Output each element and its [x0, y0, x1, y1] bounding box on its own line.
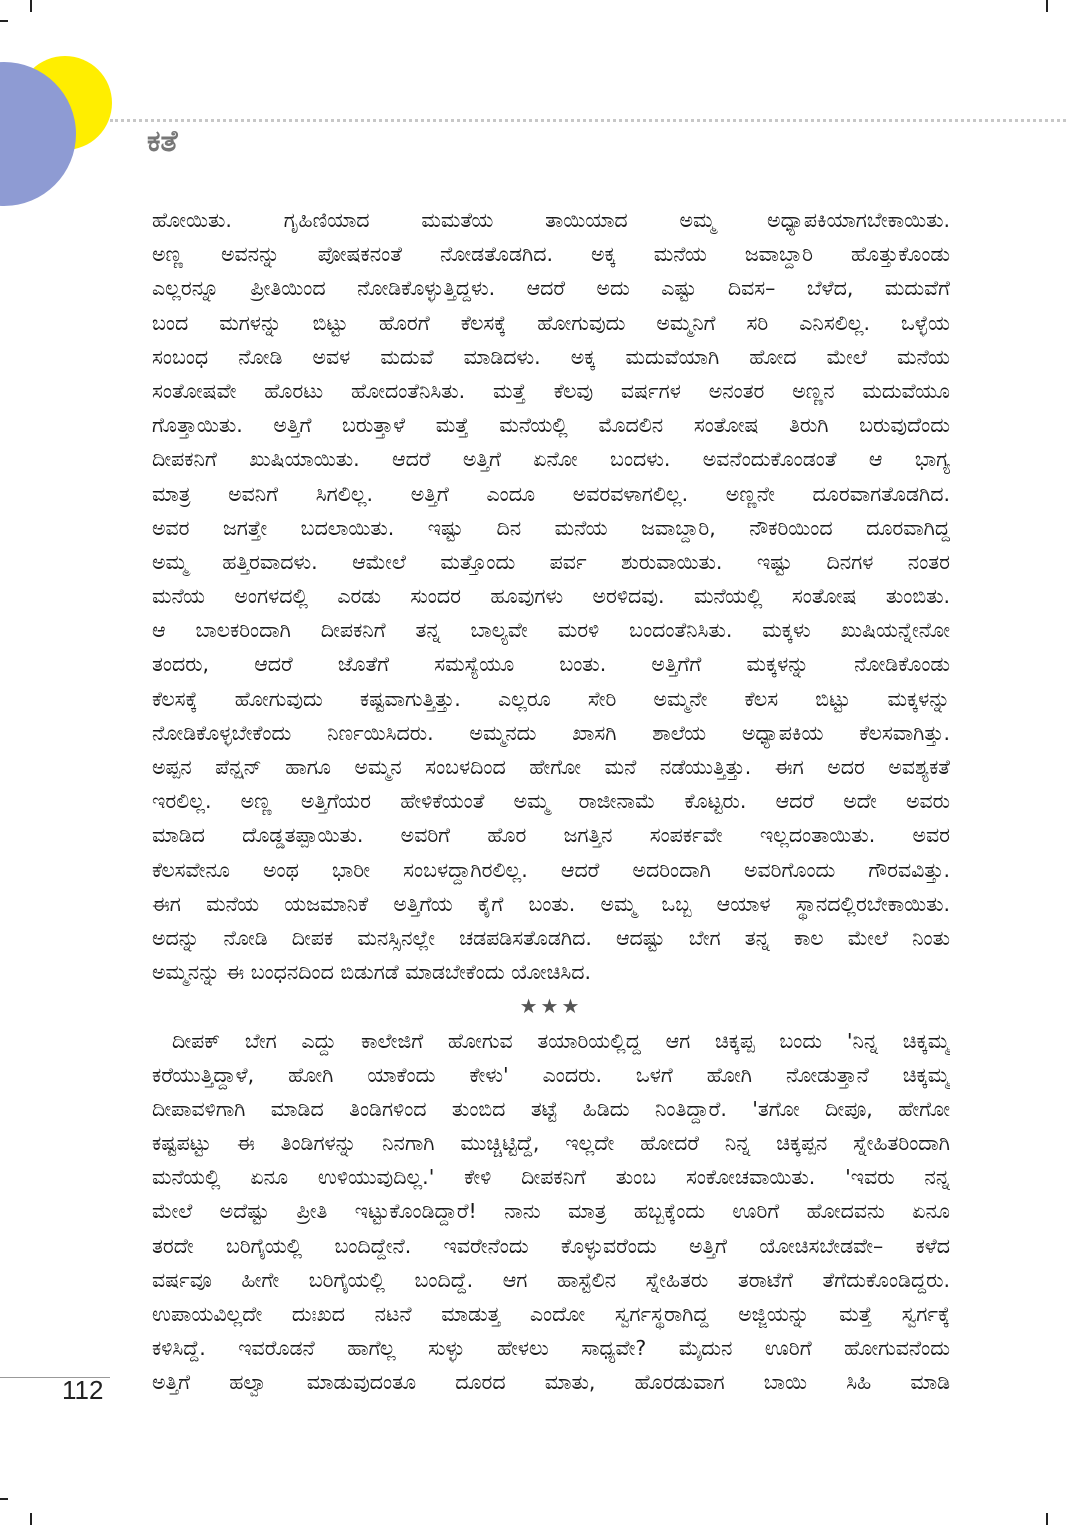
text-line: ಈಗ ಮನೆಯ ಯಜಮಾನಿಕೆ ಅತ್ತಿಗೆಯ ಕೈಗೆ ಬಂತು. ಅಮ್ಮ ಒಬ್ಬ ಆಯಾಳ ಸ್ಥಾನದಲ್ಲಿರಬೇಕಾಯಿತು. [152, 891, 950, 916]
text-line: ಕೆಲಸಕ್ಕೆ ಹೋಗುವುದು ಕಷ್ಟವಾಗುತ್ತಿತ್ತು. ಎಲ್ಲರೂ ಸೇರಿ ಅಮ್ಮನೇ ಕೆಲಸ ಬಿಟ್ಟು ಮಕ್ಕಳನ್ನು [152, 686, 950, 711]
text-line: ಸಂಬಂಧ ನೋಡಿ ಅವಳ ಮದುವೆ ಮಾಡಿದಳು. ಅಕ್ಕ ಮದುವೆಯಾಗಿ ಹೋದ ಮೇಲೆ ಮನೆಯ [152, 344, 950, 369]
paragraph-1 [152, 203, 950, 989]
text-line: ಇರಲಿಲ್ಲ. ಅಣ್ಣ ಅತ್ತಿಗೆಯರ ಹೇಳಿಕೆಯಂತೆ ಅಮ್ಮ ರಾಜೀನಾಮೆ ಕೊಟ್ಟರು. ಆದರೆ ಅದೇ ಅವರು [152, 789, 950, 814]
text-line: ಸಂತೋಷವೇ ಹೊರಟು ಹೋದಂತೆನಿಸಿತು. ಮತ್ತೆ ಕೆಲವು ವರ್ಷಗಳ ಅನಂತರ ಅಣ್ಣನ ಮದುವೆಯೂ [152, 378, 950, 403]
text-line: ಅತ್ತಿಗೆ ಹಲ್ವಾ ಮಾಡುವುದಂತೂ ದೂರದ ಮಾತು, ಹೊರಡುವಾಗ ಬಾಯಿ ಸಿಹಿ ಮಾಡಿ [152, 1370, 950, 1395]
text-line: ವರ್ಷವೂ ಹೀಗೇ ಬರಿಗೈಯಲ್ಲಿ ಬಂದಿದ್ದೆ. ಆಗ ಹಾಸ್ಟೆಲಿನ ಸ್ನೇಹಿತರು ತರಾಟೆಗೆ ತೆಗೆದುಕೊಂಡಿದ್ದರು. [152, 1267, 950, 1292]
story-body [152, 203, 950, 1400]
text-line: ಅದನ್ನು ನೋಡಿ ದೀಪಕ ಮನಸ್ಸಿನಲ್ಲೇ ಚಡಪಡಿಸತೊಡಗಿದ. ಆದಷ್ಟು ಬೇಗ ತನ್ನ ಕಾಲ ಮೇಲೆ ನಿಂತು [152, 925, 950, 950]
text-line: ಅಣ್ಣ ಅವನನ್ನು ಪೋಷಕನಂತೆ ನೋಡತೊಡಗಿದ. ಅಕ್ಕ ಮನೆಯ ಜವಾಬ್ದಾರಿ ಹೊತ್ತುಕೊಂಡು [152, 242, 950, 267]
text-line: ಮಾಡಿದ ದೊಡ್ಡತಪ್ಪಾಯಿತು. ಅವರಿಗೆ ಹೊರ ಜಗತ್ತಿನ ಸಂಪರ್ಕವೇ ಇಲ್ಲದಂತಾಯಿತು. ಅವರ [152, 823, 950, 848]
text-line: ದೀಪಾವಳಿಗಾಗಿ ಮಾಡಿದ ತಿಂಡಿಗಳಿಂದ ತುಂಬಿದ ತಟ್ಟೆ ಹಿಡಿದು ನಿಂತಿದ್ದಾರೆ. 'ತಗೋ ದೀಪೂ, ಹೇಗೋ [152, 1096, 950, 1121]
text-line: ತಂದರು, ಆದರೆ ಜೊತೆಗೆ ಸಮಸ್ಯೆಯೂ ಬಂತು. ಅತ್ತಿಗೆಗೆ ಮಕ್ಕಳನ್ನು ನೋಡಿಕೊಂಡು [152, 652, 950, 677]
text-line: ಆ ಬಾಲಕರಿಂದಾಗಿ ದೀಪಕನಿಗೆ ತನ್ನ ಬಾಲ್ಯವೇ ಮರಳಿ ಬಂದಂತೆನಿಸಿತು. ಮಕ್ಕಳು ಖುಷಿಯನ್ನೇನೋ [152, 618, 950, 643]
paragraph-2 [152, 1024, 950, 1400]
text-line: ಮನೆಯಲ್ಲಿ ಏನೂ ಉಳಿಯುವುದಿಲ್ಲ.' ಕೇಳಿ ದೀಪಕನಿಗೆ ತುಂಬ ಸಂಕೋಚವಾಯಿತು. 'ಇವರು ನನ್ನ [152, 1165, 950, 1190]
text-line: ಮೇಲೆ ಅದೆಷ್ಟು ಪ್ರೀತಿ ಇಟ್ಟುಕೊಂಡಿದ್ದಾರೆ! ನಾನು ಮಾತ್ರ ಹಬ್ಬಕ್ಕೆಂದು ಊರಿಗೆ ಹೋದವನು ಏನೂ [152, 1199, 950, 1224]
text-line: ಹೋಯಿತು. ಗೃಹಿಣಿಯಾದ ಮಮತೆಯ ತಾಯಿಯಾದ ಅಮ್ಮ ಅಧ್ಯಾಪಕಿಯಾಗಬೇಕಾಯಿತು. [152, 208, 950, 232]
text-line: ತರದೇ ಬರಿಗೈಯಲ್ಲಿ ಬಂದಿದ್ದೇನೆ. ಇವರೇನೆಂದು ಕೊಳ್ಳುವರೆಂದು ಅತ್ತಿಗೆ ಯೋಚಿಸಬೇಡವೇ– ಕಳೆದ [152, 1233, 950, 1258]
text-line: ಉಪಾಯವಿಲ್ಲದೇ ದುಃಖದ ನಟನೆ ಮಾಡುತ್ತ ಎಂದೋ ಸ್ವರ್ಗಸ್ಥರಾಗಿದ್ದ ಅಜ್ಜಿಯನ್ನು ಮತ್ತೆ ಸ್ವರ್ಗಕ್ಕೆ [152, 1302, 950, 1326]
text-line: ಕೆಲಸವೇನೂ ಅಂಥ ಭಾರೀ ಸಂಬಳದ್ದಾಗಿರಲಿಲ್ಲ. ಆದರೆ ಅದರಿಂದಾಗಿ ಅವರಿಗೊಂದು ಗೌರವವಿತ್ತು. [152, 857, 950, 882]
crop-mark [1046, 0, 1048, 12]
text-line: ಅವರ ಜಗತ್ತೇ ಬದಲಾಯಿತು. ಇಷ್ಟು ದಿನ ಮನೆಯ ಜವಾಬ್ದಾರಿ, ನೌಕರಿಯಿಂದ ದೂರವಾಗಿದ್ದ [152, 515, 950, 540]
text-line: ಬಂದ ಮಗಳನ್ನು ಬಿಟ್ಟು ಹೊರಗೆ ಕೆಲಸಕ್ಕೆ ಹೋಗುವುದು ಅಮ್ಮನಿಗೆ ಸರಿ ಎನಿಸಲಿಲ್ಲ. ಒಳ್ಳೆಯ [152, 310, 950, 335]
header-dotted-rule [110, 119, 1066, 122]
crop-mark [0, 1498, 8, 1500]
text-line: ದೀಪಕನಿಗೆ ಖುಷಿಯಾಯಿತು. ಆದರೆ ಅತ್ತಿಗೆ ಏನೋ ಬಂದಳು. ಅವನೆಂದುಕೊಂಡಂತೆ ಆ ಭಾಗ್ಯ [152, 447, 950, 472]
section-title: ಕತೆ [147, 124, 178, 159]
text-line: ನೋಡಿಕೊಳ್ಳಬೇಕೆಂದು ನಿರ್ಣಯಿಸಿದರು. ಅಮ್ಮನದು ಖಾಸಗಿ ಶಾಲೆಯ ಅಧ್ಯಾಪಕಿಯ ಕೆಲಸವಾಗಿತ್ತು. [152, 720, 950, 745]
text-line: ದೀಪಕ್ ಬೇಗ ಎದ್ದು ಕಾಲೇಜಿಗೆ ಹೋಗುವ ತಯಾರಿಯಲ್ಲಿದ್ದ ಆಗ ಚಿಕ್ಕಪ್ಪ ಬಂದು 'ನಿನ್ನ ಚಿಕ್ಕಮ್ಮ [172, 1028, 950, 1053]
page-number: 112 [62, 1375, 104, 1405]
crop-mark [1046, 1513, 1048, 1525]
crop-mark [30, 1513, 32, 1525]
text-line: ಮಾತ್ರ ಅವನಿಗೆ ಸಿಗಲಿಲ್ಲ. ಅತ್ತಿಗೆ ಎಂದೂ ಅವರವಳಾಗಲಿಲ್ಲ. ಅಣ್ಣನೇ ದೂರವಾಗತೊಡಗಿದ. [152, 481, 950, 506]
text-line: ಮನೆಯ ಅಂಗಳದಲ್ಲಿ ಎರಡು ಸುಂದರ ಹೂವುಗಳು ಅರಳಿದವು. ಮನೆಯಲ್ಲಿ ಸಂತೋಷ ತುಂಬಿತು. [152, 584, 950, 609]
section-separator: ★★★ [519, 994, 583, 1019]
text-line: ಅಪ್ಪನ ಪೆನ್ಷನ್ ಹಾಗೂ ಅಮ್ಮನ ಸಂಬಳದಿಂದ ಹೇಗೋ ಮನೆ ನಡೆಯುತ್ತಿತ್ತು. ಈಗ ಅದರ ಅವಶ್ಯಕತೆ [152, 755, 950, 779]
text-line: ಕಳಿಸಿದ್ದೆ. ಇವರೊಡನೆ ಹಾಗೆಲ್ಲ ಸುಳ್ಳು ಹೇಳಲು ಸಾಧ್ಯವೇ? ಮೈದುನ ಊರಿಗೆ ಹೋಗುವನೆಂದು [152, 1336, 950, 1361]
text-line: ಗೊತ್ತಾಯಿತು. ಅತ್ತಿಗೆ ಬರುತ್ತಾಳೆ ಮತ್ತೆ ಮನೆಯಲ್ಲಿ ಮೊದಲಿನ ಸಂತೋಷ ತಿರುಗಿ ಬರುವುದೆಂದು [152, 413, 950, 438]
corner-decoration [0, 0, 120, 210]
text-line: ಅಮ್ಮನನ್ನು ಈ ಬಂಧನದಿಂದ ಬಿಡುಗಡೆ ಮಾಡಬೇಕೆಂದು ಯೋಚಿಸಿದ. [152, 960, 592, 985]
text-line: ಅಮ್ಮ ಹತ್ತಿರವಾದಳು. ಆಮೇಲೆ ಮತ್ತೊಂದು ಪರ್ವ ಶುರುವಾಯಿತು. ಇಷ್ಟು ದಿನಗಳ ನಂತರ [152, 549, 950, 574]
text-line: ಕರೆಯುತ್ತಿದ್ದಾಳೆ, ಹೋಗಿ ಯಾಕೆಂದು ಕೇಳು' ಎಂದರು. ಒಳಗೆ ಹೋಗಿ ನೋಡುತ್ತಾನೆ ಚಿಕ್ಕಮ್ಮ [152, 1062, 950, 1087]
text-line: ಕಷ್ಟಪಟ್ಟು ಈ ತಿಂಡಿಗಳನ್ನು ನಿನಗಾಗಿ ಮುಚ್ಚಿಟ್ಟಿದ್ದೆ, ಇಲ್ಲದೇ ಹೋದರೆ ನಿನ್ನ ಚಿಕ್ಕಪ್ಪನ ಸ್ನೇಹಿತರಿಂದಾಗಿ [152, 1131, 950, 1156]
text-line: ಎಲ್ಲರನ್ನೂ ಪ್ರೀತಿಯಿಂದ ನೋಡಿಕೊಳ್ಳುತ್ತಿದ್ದಳು. ಆದರೆ ಅದು ಎಷ್ಟು ದಿವಸ– ಬೆಳೆದ, ಮದುವೆಗೆ [152, 276, 950, 301]
